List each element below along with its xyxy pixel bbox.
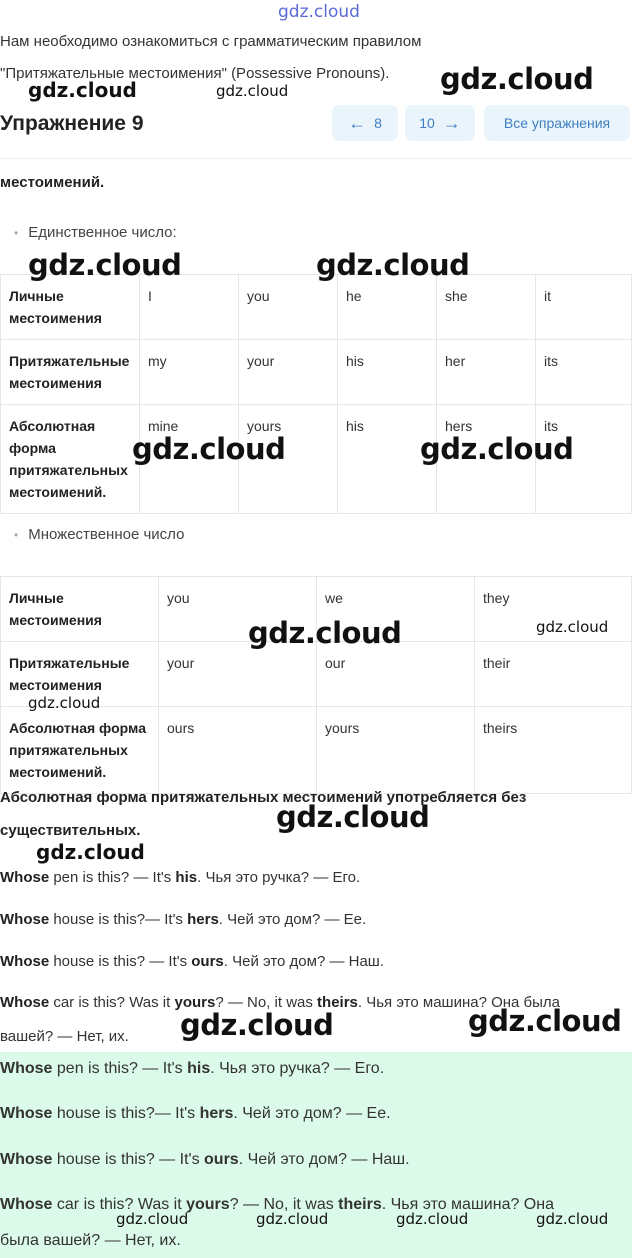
row-head: Личные местоимения xyxy=(1,275,140,340)
singular-table xyxy=(0,274,632,514)
answer-line-cont: была вашей? — Нет, их. xyxy=(0,1232,181,1249)
watermark: gdz.cloud xyxy=(276,800,430,834)
section-cut-text: местоимений. xyxy=(0,174,105,191)
table-row xyxy=(1,275,632,340)
watermark: gdz.cloud xyxy=(396,1210,469,1228)
watermark-top: gdz.cloud xyxy=(278,2,360,22)
table-cell: your xyxy=(159,642,317,707)
watermark: gdz.cloud xyxy=(216,82,289,100)
answer-line: Whose house is this?— It's hers. Чей это дом? — Ее. xyxy=(0,1105,391,1122)
next-exercise-label: 10 xyxy=(419,115,435,131)
exercise-title: Упражнение 9 xyxy=(0,112,144,135)
watermark: gdz.cloud xyxy=(316,248,470,282)
example-line: Whose house is this?— It's hers. Чей это дом? — Ее. xyxy=(0,911,367,928)
table-cell: your xyxy=(239,340,338,405)
table-cell: her xyxy=(437,340,536,405)
table-cell: my xyxy=(140,340,239,405)
table-cell: mine xyxy=(140,405,239,514)
row-head: Личные местоимения xyxy=(1,577,159,642)
table-cell: theirs xyxy=(475,707,632,794)
watermark: gdz.cloud xyxy=(536,618,609,636)
table-row xyxy=(1,340,632,405)
prev-exercise-label: 8 xyxy=(374,115,382,131)
table-cell: it xyxy=(536,275,632,340)
watermark: gdz.cloud xyxy=(28,694,101,712)
table-cell: hers xyxy=(437,405,536,514)
arrow-left-icon: ← xyxy=(348,112,367,133)
table-cell: we xyxy=(317,577,475,642)
intro-line-1: Нам необходимо ознакомиться с грамматическим правилом xyxy=(0,33,422,50)
table-cell: our xyxy=(317,642,475,707)
watermark: gdz.cloud xyxy=(36,840,145,864)
bullet-plural: • Множественное число xyxy=(14,526,184,543)
rule-line-2: существительных. xyxy=(0,822,141,839)
table-cell: yours xyxy=(317,707,475,794)
answer-line: Whose car is this? Was it yours? — No, it was theirs. Чья это машина? Она xyxy=(0,1196,554,1213)
watermark: gdz.cloud xyxy=(180,1008,334,1042)
row-head: Абсолютная форма притяжательных местоимений. xyxy=(1,707,159,794)
watermark: gdz.cloud xyxy=(28,248,182,282)
watermark: gdz.cloud xyxy=(468,1004,622,1038)
all-exercises-button[interactable] xyxy=(484,105,630,141)
example-line: Whose house is this? — It's ours. Чей это дом? — Наш. xyxy=(0,953,384,970)
table-cell: ours xyxy=(159,707,317,794)
example-line: Whose car is this? Was it yours? — No, it was theirs. Чья это машина? Она была xyxy=(0,994,561,1011)
watermark: gdz.cloud xyxy=(440,62,594,96)
plural-table xyxy=(0,576,632,794)
table-cell: you xyxy=(239,275,338,340)
rule-line-1: Абсолютная форма притяжательных местоимений употребляется без xyxy=(0,789,527,806)
watermark: gdz.cloud xyxy=(536,1210,609,1228)
bullet-singular: • Единственное число: xyxy=(14,224,177,241)
example-line-cont: вашей? — Нет, их. xyxy=(0,1028,129,1045)
table-cell: he xyxy=(338,275,437,340)
watermark: gdz.cloud xyxy=(248,616,402,650)
answer-line: Whose house is this? — It's ours. Чей это дом? — Наш. xyxy=(0,1151,410,1168)
table-cell: I xyxy=(140,275,239,340)
table-cell: she xyxy=(437,275,536,340)
watermark: gdz.cloud xyxy=(256,1210,329,1228)
all-exercises-label: Все упражнения xyxy=(503,115,611,131)
example-line: Whose pen is this? — It's his. Чья это ручка? — Его. xyxy=(0,869,361,886)
watermark: gdz.cloud xyxy=(132,432,286,466)
row-head: Абсолютная форма притяжательных местоимений. xyxy=(1,405,140,514)
table-cell: yours xyxy=(239,405,338,514)
watermark: gdz.cloud xyxy=(116,1210,189,1228)
table-cell: its xyxy=(536,405,632,514)
table-cell: they xyxy=(475,577,632,642)
row-head: Притяжательные местоимения xyxy=(1,340,140,405)
watermark: gdz.cloud xyxy=(420,432,574,466)
table-cell: his xyxy=(338,340,437,405)
answer-line: Whose pen is this? — It's his. Чья это ручка? — Его. xyxy=(0,1060,385,1077)
table-row xyxy=(1,707,632,794)
arrow-right-icon: → xyxy=(442,112,461,133)
table-cell: their xyxy=(475,642,632,707)
row-head: Притяжательные местоимения xyxy=(1,642,159,707)
table-cell: you xyxy=(159,577,317,642)
next-exercise-button[interactable] xyxy=(405,105,475,141)
watermark: gdz.cloud xyxy=(28,78,137,102)
table-cell: his xyxy=(338,405,437,514)
exercise-header xyxy=(0,100,632,159)
table-cell: its xyxy=(536,340,632,405)
prev-exercise-button[interactable] xyxy=(332,105,398,141)
intro-line-2: "Притяжательные местоимения" (Possessive Pronouns). xyxy=(0,65,390,82)
